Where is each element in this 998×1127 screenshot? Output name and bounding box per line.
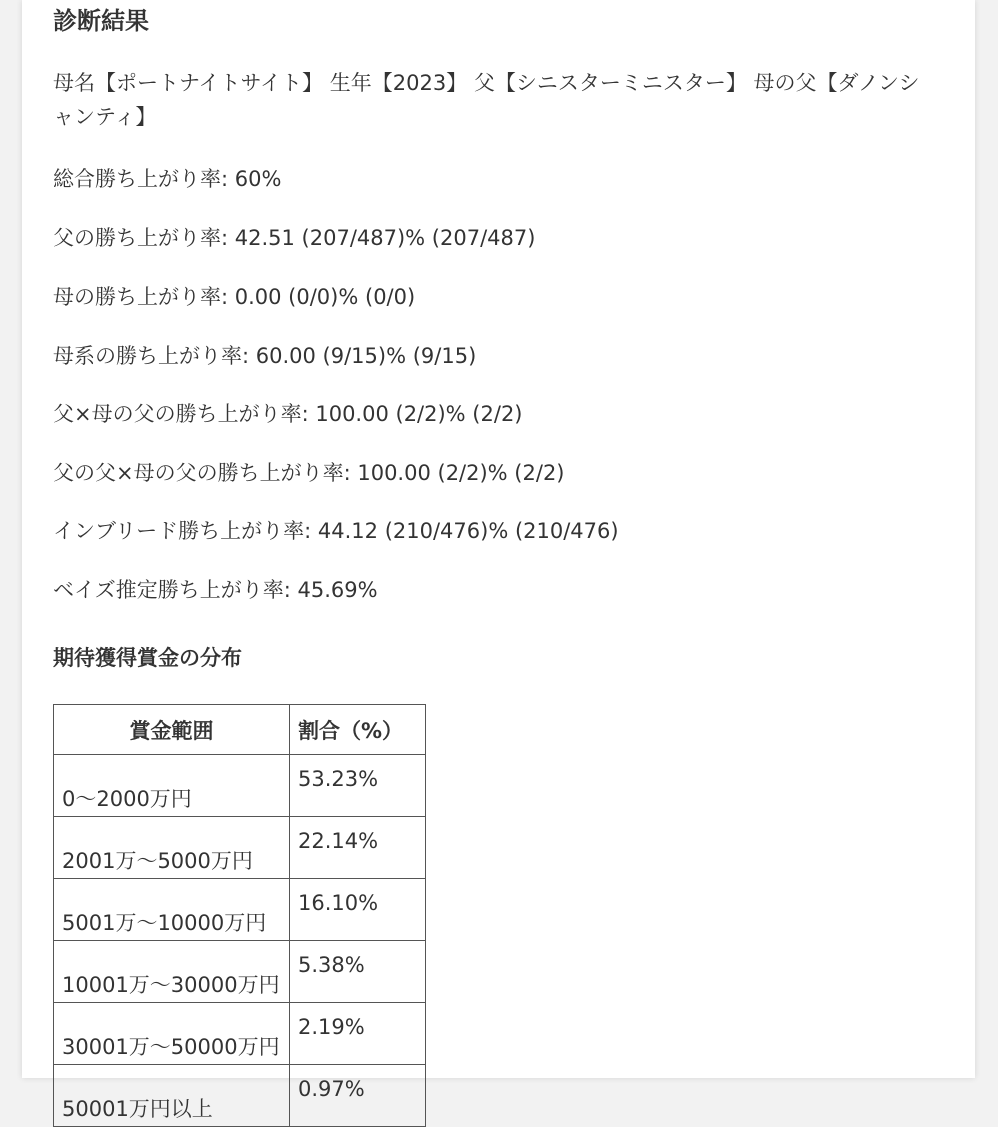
distribution-heading: 期待獲得賞金の分布 <box>53 646 242 670</box>
sire-x-broodmare-sire-rate: 父×母の父の勝ち上がり率: 100.00 (2/2)% (2/2) <box>53 402 523 426</box>
column-header-range: 賞金範囲 <box>54 705 290 755</box>
table-row <box>54 817 426 879</box>
prize-range-cell: 0～2000万円 <box>54 755 290 817</box>
table-row <box>54 1065 426 1127</box>
inbreed-rate: インブリード勝ち上がり率: 44.12 (210/476)% (210/476) <box>53 519 619 543</box>
dam-rate: 母の勝ち上がり率: 0.00 (0/0)% (0/0) <box>53 285 416 309</box>
table-row <box>54 1003 426 1065</box>
sire-rate: 父の勝ち上がり率: 42.51 (207/487)% (207/487) <box>53 226 536 250</box>
page-title: 診断結果 <box>53 7 149 35</box>
prize-range-cell: 5001万～10000万円 <box>54 879 290 941</box>
horse-info: 母名【ポートナイトサイト】 生年【2023】 父【シニスターミニスター】 母の父【ダノンシャンティ】 <box>53 71 920 129</box>
dam-line-rate: 母系の勝ち上がり率: 60.00 (9/15)% (9/15) <box>53 344 477 368</box>
prize-distribution-table <box>53 704 426 1127</box>
table-header-row <box>54 705 426 755</box>
ratio-cell: 16.10% <box>290 879 426 941</box>
table-row <box>54 879 426 941</box>
column-header-ratio: 割合（%） <box>290 705 426 755</box>
overall-rate: 総合勝ち上がり率: 60% <box>53 167 282 191</box>
prize-range-cell: 50001万円以上 <box>54 1065 290 1127</box>
table-row <box>54 941 426 1003</box>
ratio-cell: 0.97% <box>290 1065 426 1127</box>
prize-range-cell: 30001万～50000万円 <box>54 1003 290 1065</box>
ratio-cell: 22.14% <box>290 817 426 879</box>
prize-range-cell: 10001万～30000万円 <box>54 941 290 1003</box>
prize-range-cell: 2001万～5000万円 <box>54 817 290 879</box>
ratio-cell: 53.23% <box>290 755 426 817</box>
ratio-cell: 5.38% <box>290 941 426 1003</box>
bayes-rate: ベイズ推定勝ち上がり率: 45.69% <box>53 578 378 602</box>
sire-sire-x-broodmare-sire-rate: 父の父×母の父の勝ち上がり率: 100.00 (2/2)% (2/2) <box>53 461 565 485</box>
table-row <box>54 755 426 817</box>
ratio-cell: 2.19% <box>290 1003 426 1065</box>
result-panel <box>22 0 975 1121</box>
